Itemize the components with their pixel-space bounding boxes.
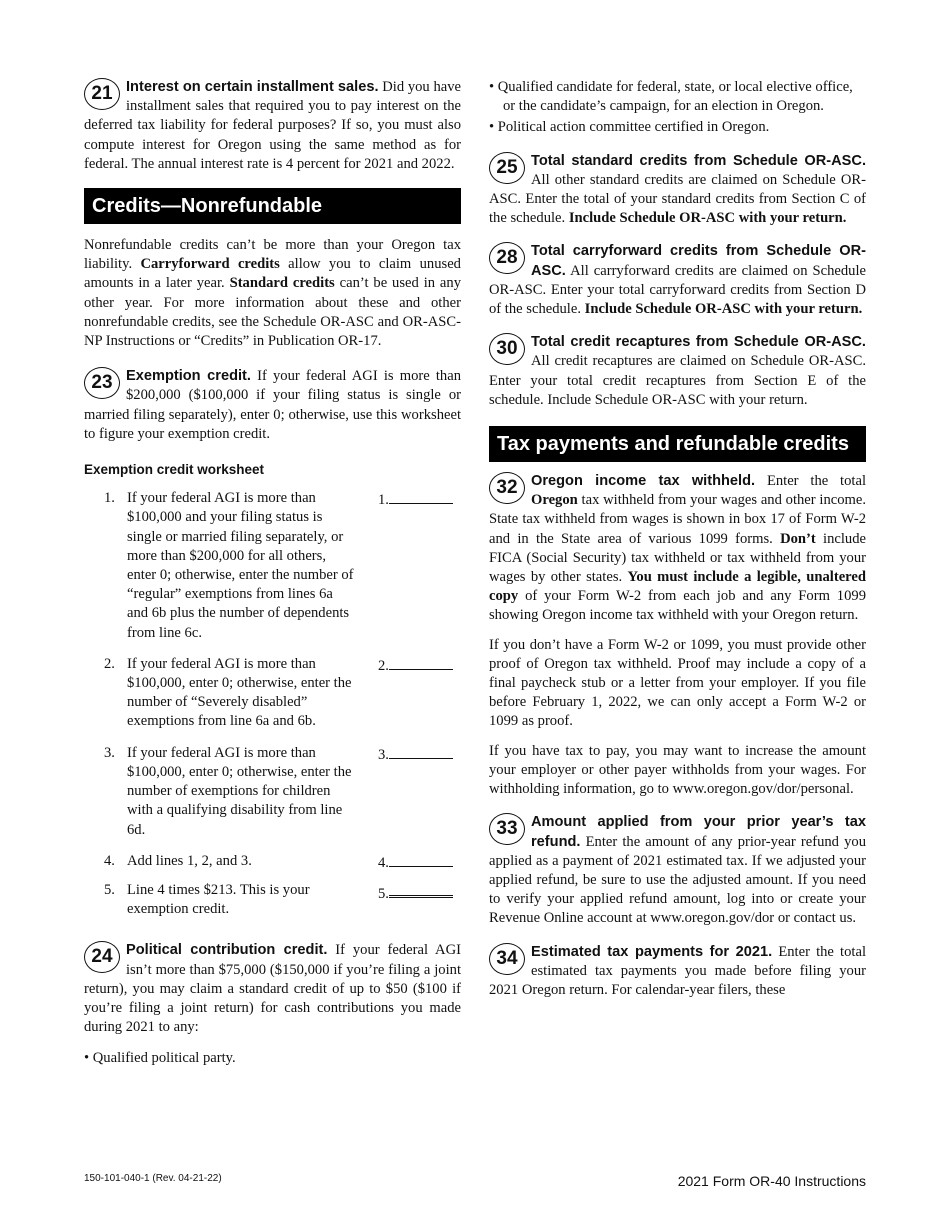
right-column [489, 78, 866, 1000]
section-body: Enter the total estimated tax payments you made before filing your 2021 Oregon return. For calendar-year filers, these [489, 943, 866, 998]
section-header-credits-nonrefundable: Credits—Nonrefundable [84, 188, 461, 224]
page-footer-title: 2021 Form OR-40 Instructions [677, 1173, 866, 1189]
section-body: All credit recaptures are claimed on Schedule OR-ASC. Enter your total credit recaptures from Section E of the schedule. Include Schedule OR-ASC with your return. [489, 353, 866, 408]
worksheet-row: 1. If your federal AGI is more than $100,000 and your filing status is single or married filing separately, or more than $200,000 for all others, enter 0; otherwise, enter the number of “regular” exemptions from lines 6a and 6b plus the number of dependents from line 6c. 1. [84, 489, 461, 643]
worksheet-row: 2. If your federal AGI is more than $100,000, enter 0; otherwise, enter the number of “Severely disabled” exemptions from line 6a and 6b. 2. [84, 655, 461, 732]
section-body: If your federal AGI isn’t more than $75,000 ($150,000 if you’re filing a joint return), you may claim a standard credit of up to $50 ($100 if you’re filing a joint return) for cash contributions you made during 2021 to any: [84, 942, 461, 1036]
bullet-item: • Political action committee certified in Oregon. [489, 119, 770, 136]
worksheet-entry-line[interactable]: 4. [378, 852, 453, 873]
worksheet-title: Exemption credit worksheet [84, 462, 265, 478]
section-21 [84, 78, 461, 174]
worksheet-entry-line[interactable]: 2. [378, 655, 453, 676]
section-34 [489, 943, 866, 1001]
left-column [84, 78, 461, 1069]
section-title: Total carryforward credits from Schedule OR-ASC. [531, 243, 866, 279]
line-number-badge: 21 [84, 78, 120, 110]
section-title: Estimated tax payments for 2021. [531, 943, 773, 960]
section-title: Oregon income tax withheld. [531, 473, 756, 490]
line-number-badge: 33 [489, 813, 525, 845]
section-30 [489, 333, 866, 410]
section-32: 32 Oregon income tax withheld. Enter the total Oregon tax withheld from your wages and other income. State tax withheld from wages is shown in box 17 of Form W-2 and in the State area of various 1099 forms. Don’t include FICA (Social Security) tax withheld or tax withheld from your wages by other states. You must include a legible, unaltered copy of your Form W-2 from each job and any Form 1099 showing Oregon income tax withheld with your Oregon return. [489, 473, 867, 624]
paragraph: If you have tax to pay, you may want to increase the amount your employer or other payer withholds from your wages. For withholding information, go to www.oregon.gov/dor/personal. [489, 742, 866, 798]
line-number-badge: 28 [489, 242, 525, 274]
section-title: Total credit recaptures from Schedule OR-ASC. [531, 334, 866, 351]
form-revision-code: 150-101-040-1 (Rev. 04-21-22) [84, 1173, 222, 1184]
line-number-badge: 25 [489, 152, 525, 184]
worksheet-row: 3. If your federal AGI is more than $100,000, enter 0; otherwise, enter the number of exemptions for children with a qualifying disability from line 6d. 3. [84, 744, 461, 840]
section-body: All other standard credits are claimed on Schedule OR-ASC. Enter the total of your standard credits from Section C of the schedule. [489, 171, 866, 227]
section-body: Did you have installment sales that required you to pay interest on the deferred tax liability for federal purposes? If so, you must also compute interest for Oregon using the same method as for federal. The annual interest rate is 4 percent for 2021 and 2022. [84, 79, 461, 172]
section-title: Total standard credits from Schedule OR-ASC. [531, 152, 866, 169]
section-body: If your federal AGI is more than $200,000 ($100,000 if your filing status is single or married filing separately), enter 0; otherwise, use this worksheet to figure your exemption credit. [84, 368, 462, 442]
bullet-item: • Qualified candidate for federal, state, or local elective office, or the candidate’s campaign, for an election in Oregon. [489, 79, 853, 115]
bullet-item: • Qualified political party. [84, 1050, 236, 1067]
paragraph: If you don’t have a Form W-2 or 1099, you must provide other proof of Oregon tax withheld. Proof may include a copy of a final paycheck stub or a letter from your employer. If you file before February 1, 2022, we can only accept a Form W-2 or 1099 as proof. [489, 636, 866, 730]
worksheet-entry-line[interactable]: 1. [378, 489, 453, 510]
section-title: Interest on certain installment sales. [126, 79, 379, 95]
worksheet-row: 4. Add lines 1, 2, and 3. 4. [84, 852, 461, 871]
worksheet-entry-line[interactable]: 3. [378, 744, 453, 765]
section-header-tax-payments: Tax payments and refundable credits [489, 426, 866, 462]
line-number-badge: 32 [489, 472, 525, 504]
section-25: 25 Total standard credits from Schedule OR-ASC. All other standard credits are claimed on Schedule OR-ASC. Enter the total of your standard credits from Section C of the schedule. Include Schedule OR-ASC with your return. [489, 152, 866, 227]
section-body: All carryforward credits are claimed on Schedule OR-ASC. Enter your total carryforward credits from Section D of the schedule. [489, 262, 866, 318]
section-28: 28 Total carryforward credits from Schedule OR-ASC. All carryforward credits are claimed on Schedule OR-ASC. Enter your total carryforward credits from Section D of the schedule. Include Schedule OR-ASC with your return. [489, 243, 866, 318]
worksheet [84, 489, 461, 919]
section-24 [84, 941, 461, 1037]
section-title: Exemption credit. [126, 368, 251, 385]
worksheet-row: 5. Line 4 times $213. This is your exemption credit. 5. [84, 881, 461, 919]
section-title: Political contribution credit. [126, 942, 328, 959]
line-number-badge: 30 [489, 333, 525, 365]
section-23 [84, 367, 461, 444]
line-number-badge: 34 [489, 943, 525, 975]
line-number-badge: 23 [84, 367, 120, 399]
line-number-badge: 24 [84, 941, 120, 973]
section-33 [489, 813, 866, 928]
section-body: Enter the amount of any prior-year refund you applied as a payment of 2021 estimated tax. If we adjusted your applied refund, be sure to use the adjusted amount. If you need to verify your applied refund amount, log into or create your Revenue Online account at www.oregon.gov/dor or contact us. [489, 833, 866, 927]
credits-intro: Nonrefundable credits can’t be more than your Oregon tax liability. Carryforward credits allow you to claim unused amounts in a later year. Standard credits can’t be used in any other year. For more information about these and other nonrefundable credits, see the Schedule OR-ASC and OR-ASC-NP Instructions or “Credits” in Publication OR-17. [84, 237, 461, 350]
worksheet-entry-line[interactable]: 5. [378, 881, 453, 904]
section-title: Amount applied from your prior year’s tax refund. [531, 814, 866, 850]
